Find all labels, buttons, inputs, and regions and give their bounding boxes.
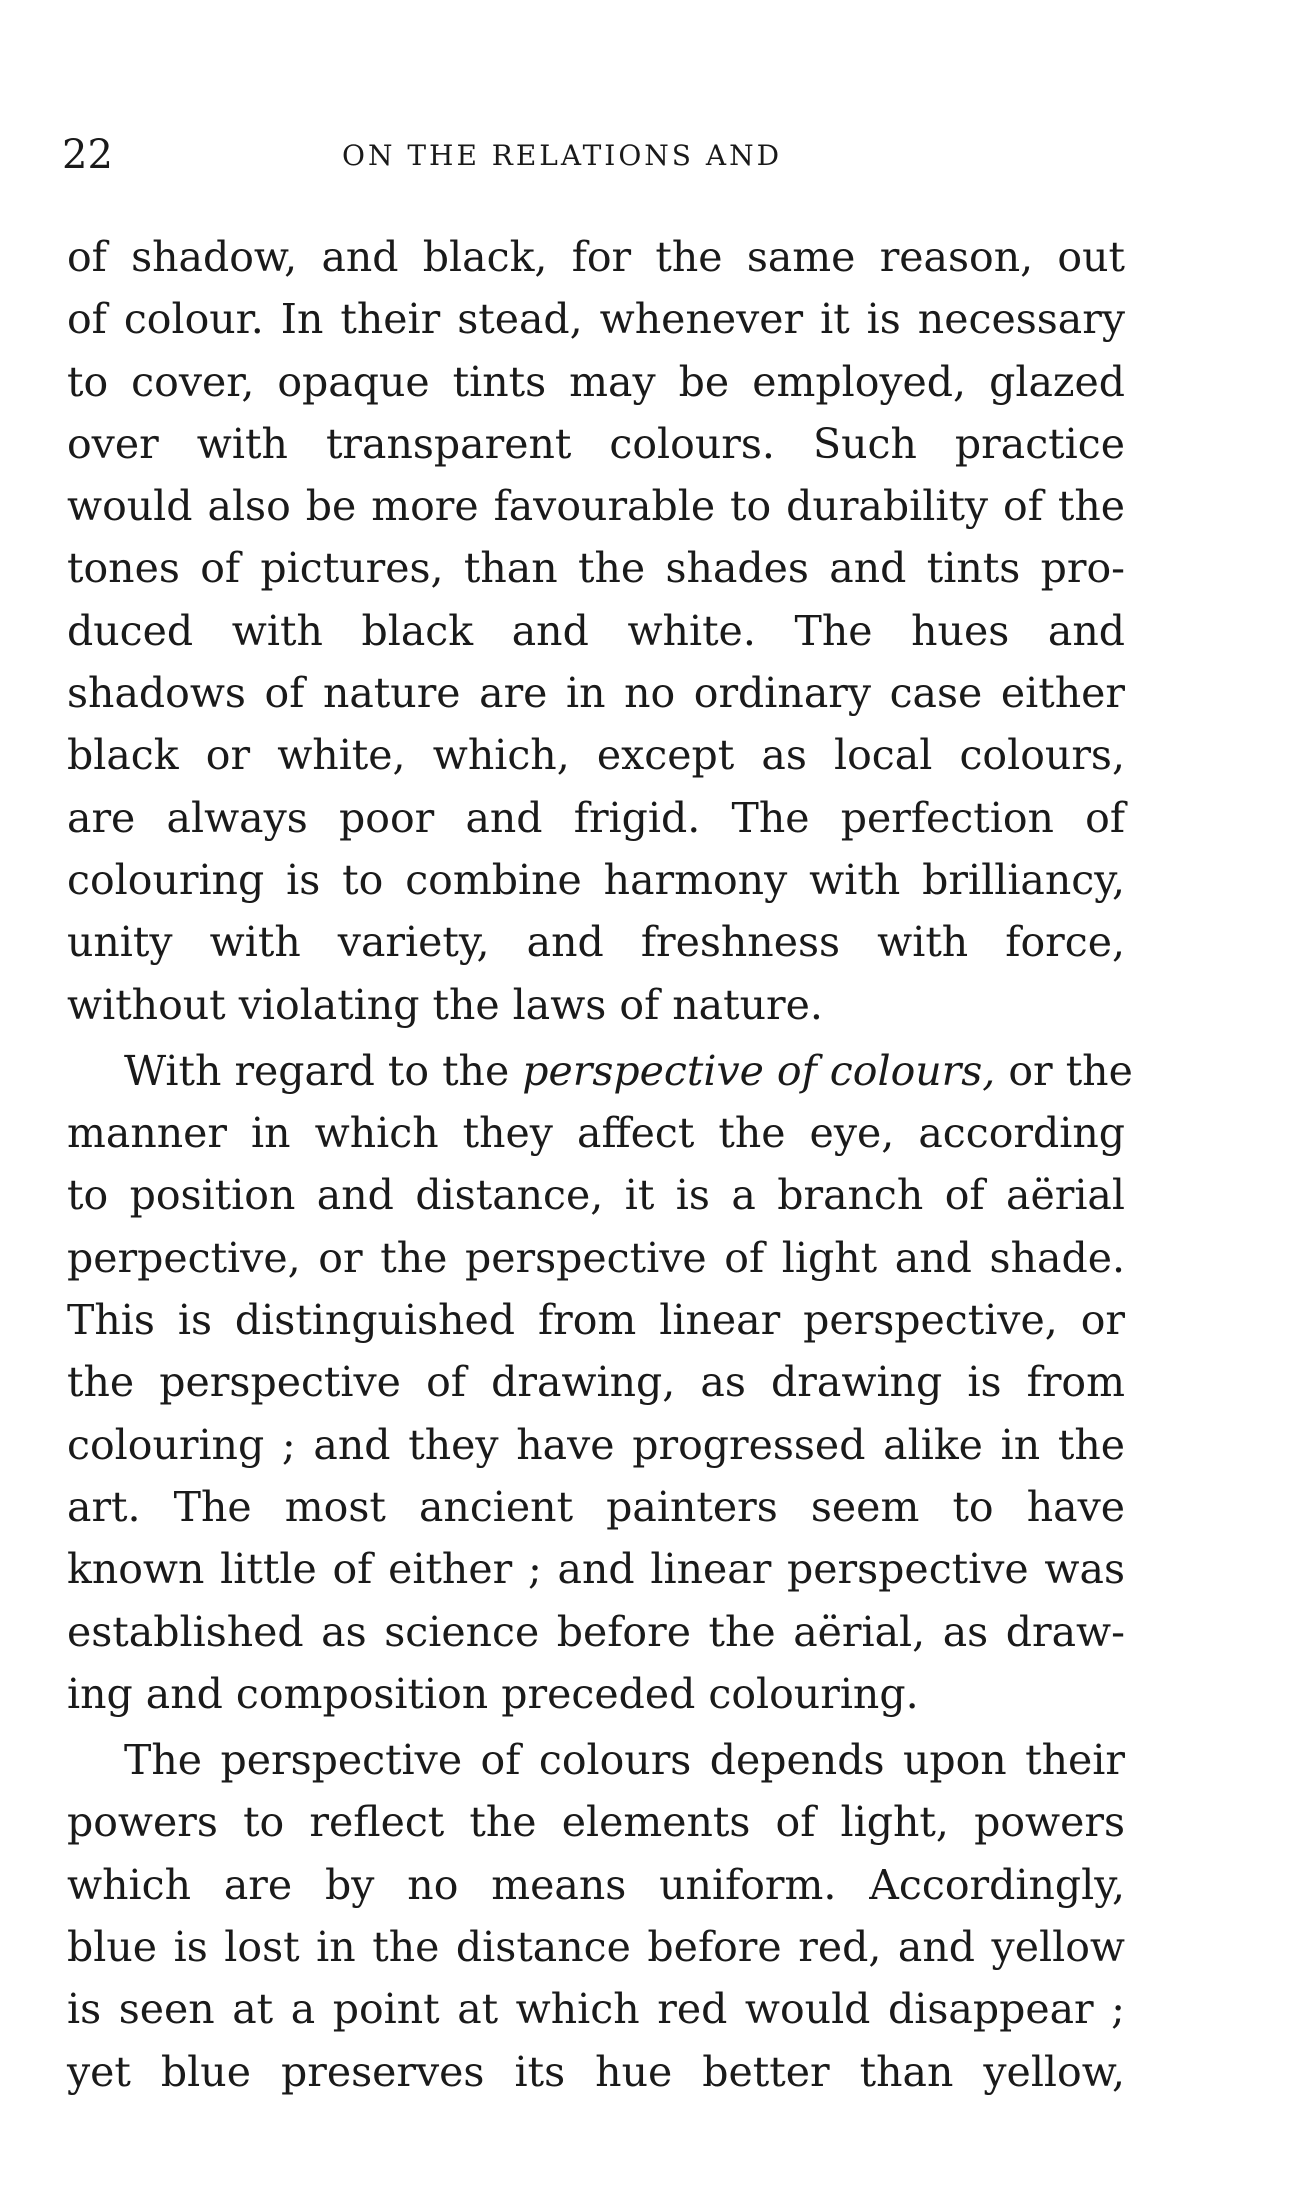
text-line: known little of either ; and linear perspective was [67,1545,1125,1594]
text-line: This is distinguished from linear perspective, or [67,1296,1125,1345]
text-line: ing and composition preceded colouring. [67,1669,919,1718]
text-line: black or white, which, except as local colours, [67,731,1125,780]
text-line: manner in which they affect the eye, according [67,1109,1125,1158]
text-line: blue is lost in the distance before red, and yellow [67,1923,1125,1972]
text-line: to cover, opaque tints may be employed, glazed [67,357,1125,406]
paragraph-2 [67,1040,1133,1725]
text-line: without violating the laws of nature. [67,980,823,1029]
text-line: established as science before the aërial, as draw- [67,1607,1125,1656]
text-line: are always poor and frigid. The perfection of [67,793,1125,842]
text-line: The perspective of colours depends upon their [124,1736,1125,1785]
text-line: tones of pictures, than the shades and tints pro- [67,544,1125,593]
text-line: art. The most ancient painters seem to have [67,1482,1125,1531]
text-line: shadows of nature are in no ordinary case either [67,669,1125,718]
text-line: is seen at a point at which red would disappear ; [67,1985,1125,2034]
body-text [67,226,1133,2103]
text-line: the perspective of drawing, as drawing is from [67,1358,1125,1407]
italic-phrase: perspective of colours, [522,1046,996,1095]
text-line: colouring is to combine harmony with brilliancy, [67,855,1125,904]
text-line: to position and distance, it is a branch of aërial [67,1171,1125,1220]
running-head [62,130,1122,180]
text-line: over with transparent colours. Such practice [67,419,1125,468]
text-line: would also be more favourable to durability of the [67,482,1125,531]
text-line: of colour. In their stead, whenever it is necessary [67,295,1125,344]
text-line: colouring ; and they have progressed alike in the [67,1420,1125,1469]
text-line: which are by no means uniform. Accordingly, [67,1860,1125,1909]
text-line: powers to reflect the elements of light, powers [67,1798,1125,1847]
paragraph-1 [67,226,1125,1036]
running-title: ON THE RELATIONS AND [342,139,783,172]
paragraph-3 [67,1729,1125,2103]
text-line: unity with variety, and freshness with force, [67,918,1125,967]
text-line [67,1040,1133,1102]
text-line: yet blue preserves its hue better than yellow, [67,2047,1125,2096]
text-line: perpective, or the perspective of light and shade. [67,1233,1125,1282]
text-line: duced with black and white. The hues and [67,606,1125,655]
text-line: of shadow, and black, for the same reason, out [67,233,1125,281]
text-run: or the [995,1046,1133,1095]
page-number: 22 [62,132,113,178]
text-run: With regard to the [124,1046,523,1095]
